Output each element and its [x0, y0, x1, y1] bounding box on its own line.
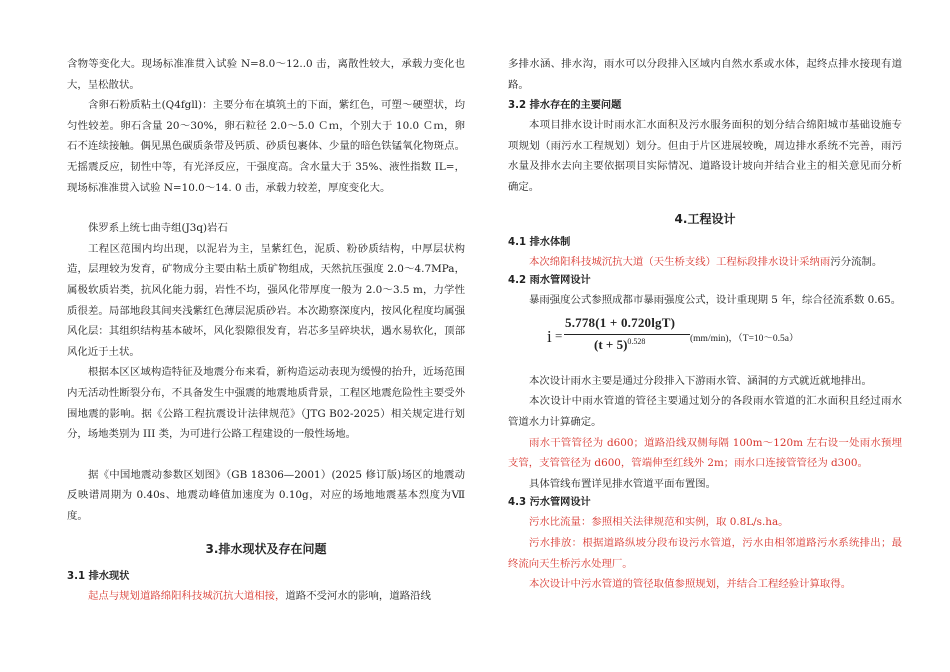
- seismic-paragraph: 据《中国地震动参数区划图》（GB 18306—2001）(2025 修订版)场区的地震动反映谱周期为 0.40s、地震动峰值加速度为 0.10g，对应的场地地震基本烈度为Ⅶ度。: [67, 468, 465, 522]
- formula-unit: (mm/min)，（T=10～0.5a）: [690, 333, 799, 344]
- tectonic-paragraph: 根据本区区域构造特征及地震分布来看，新构造运动表现为缓慢的抬升，近场范围内无活动性断裂分布，不具备发生中强震的地震地质背景，工程区地震危险性主要受外围地震的影响。据《公路工程抗震设计法律规范》（JTG B02-2025）相关规定进行划分，场地类别为 III 类，为可进行公路工程建设的一般性场地。: [67, 366, 465, 441]
- drainage-system-paragraph: [508, 252, 902, 273]
- sewage-discharge-paragraph: 污水排放：根据道路纵坡分段布设污水管道，污水由相邻道路污水系统排出；最终流向天生桥污水处理厂。: [508, 536, 902, 570]
- sewage-pipe-paragraph: 本次设计中污水管道的管径取值参照规划，并结合工程经验计算取得。: [529, 578, 852, 591]
- rainfall-formula-intro: 暴雨强度公式参照成都市暴雨强度公式，设计重现期 5 年，综合径流系数 0.65。: [529, 294, 902, 307]
- heading-4-2: 4.2 雨水管网设计: [508, 275, 591, 287]
- formula-exponent: 0.528: [627, 336, 646, 346]
- drainage-status-highlight: 起点与规划道路绵阳科技城沉抗大道相接，: [88, 590, 286, 603]
- drainage-problems-paragraph: 本项目排水设计时雨水汇水面积及污水服务面积的划分结合绵阳城市基础设施专项规划（雨污水工程规划）划分。但由于片区进展较晚，周边排水系统不完善，雨污水量及排水去向主要依据项目实际情况、道路设计坡向并结合业主的相关意见而分析确定。: [508, 119, 902, 193]
- drainage-status-rest: 道路不受河水的影响，道路沿线: [285, 590, 431, 603]
- pipe-diameter-paragraph: 本次设计中雨水管道的管径主要通过划分的各段雨水管道的汇水面积且经过雨水管道水力计算确定。: [508, 395, 902, 428]
- drainage-system-highlight: 本次绵阳科技城沉抗大道（天生桥支线）工程标段排水设计采纳雨: [529, 255, 831, 268]
- section-3-heading: 3.排水现状及存在问题: [205, 542, 327, 557]
- mudstone-paragraph: 工程区范围内均出现，以泥岩为主，呈紫红色，泥质、粉砂质结构，中厚层状构造，层理较为发育，矿物成分主要由粘土质矿物组成，天然抗压强度 2.0～4.7MPa，属极软质岩类，抗风化能力弱，岩性不均，强风化带厚度一般为 2.0～3.5 m，力学性质很差。局部地段其间夹浅紫红色薄层泥质砂岩。本次勘察深度内，按风化程度均属强风化层：其组织结构基本破坏，风化裂隙很发育，岩芯多呈碎块状，遇水易软化，顶部风化近于土状。: [67, 242, 465, 358]
- formula-lhs: i: [547, 326, 552, 346]
- rainfall-intensity-formula: [508, 315, 902, 365]
- formula-denominator: $(t + 5)^{0.528}$: [594, 336, 646, 352]
- soil-fill-paragraph-end: 含物等变化大。现场标准准贯入试验 N=8.0～12..0 击，离散性较大，承载力变化也大，呈松散状。: [67, 58, 465, 91]
- gravel-clay-paragraph: 含卵石粉质粘土(Q4fgll)：主要分布在填筑土的下面，紫红色，可塑～硬塑状，均匀性较差。卵石含量 20～30%，卵石粒径 2.0～5.0 Ｃｍ，个别大于 10.0 Ｃｍ，卵石不连续接触。偶见黑色碳质条带及钙质、砂质包裹体、少量的暗色铁锰氧化物斑点。无摇震反应，韧性中等，有光泽反应，干强度高。含水量大于 35%、液性指数 IL=，现场标准准贯入试验 N=10.0～14. 0 击，承载力较差，厚度变化大。: [67, 99, 465, 194]
- heading-4-3: 4.3 污水管网设计: [508, 497, 591, 509]
- jurassic-heading-line: 侏罗系上统七曲寺组(J3q)岩石: [88, 222, 228, 235]
- formula-numerator: 5.778(1 + 0.720lgT): [565, 314, 676, 330]
- left-column: [67, 54, 465, 607]
- right-column: [508, 54, 902, 595]
- main-pipe-spec-paragraph: 雨水干管管径为 d600；道路沿线双侧每隔 100m～120m 左右设一处雨水预埋支管，支管管径为 d600，管端伸至红线外 2m；雨水口连接管管径为 d300。: [508, 436, 902, 470]
- layout-reference-paragraph: 具体管线布置详见排水管道平面布置图。: [529, 477, 717, 490]
- drainage-system-rest: 污分流制。: [830, 255, 883, 268]
- formula-equals: =: [555, 327, 563, 343]
- heading-3-1: 3.1 排水现状: [67, 571, 130, 583]
- formula-fraction-bar: [564, 334, 690, 335]
- heading-3-2: 3.2 排水存在的主要问题: [508, 100, 622, 112]
- heading-4-1: 4.1 排水体制: [508, 236, 571, 248]
- drainage-status-paragraph: [67, 586, 465, 607]
- sewage-flow-paragraph: 污水比流量：参照相关法律规范和实例，取 0.8L/s.ha。: [529, 516, 789, 529]
- drainage-continued-paragraph: 多排水涵、排水沟，雨水可以分段排入区域内自然水系或水体，起终点排水接现有道路。: [508, 58, 902, 91]
- section-4-heading: 4.工程设计: [674, 211, 736, 226]
- stormwater-discharge-paragraph: 本次设计雨水主要是通过分段排入下游雨水管、涵洞的方式就近就地排出。: [529, 374, 872, 387]
